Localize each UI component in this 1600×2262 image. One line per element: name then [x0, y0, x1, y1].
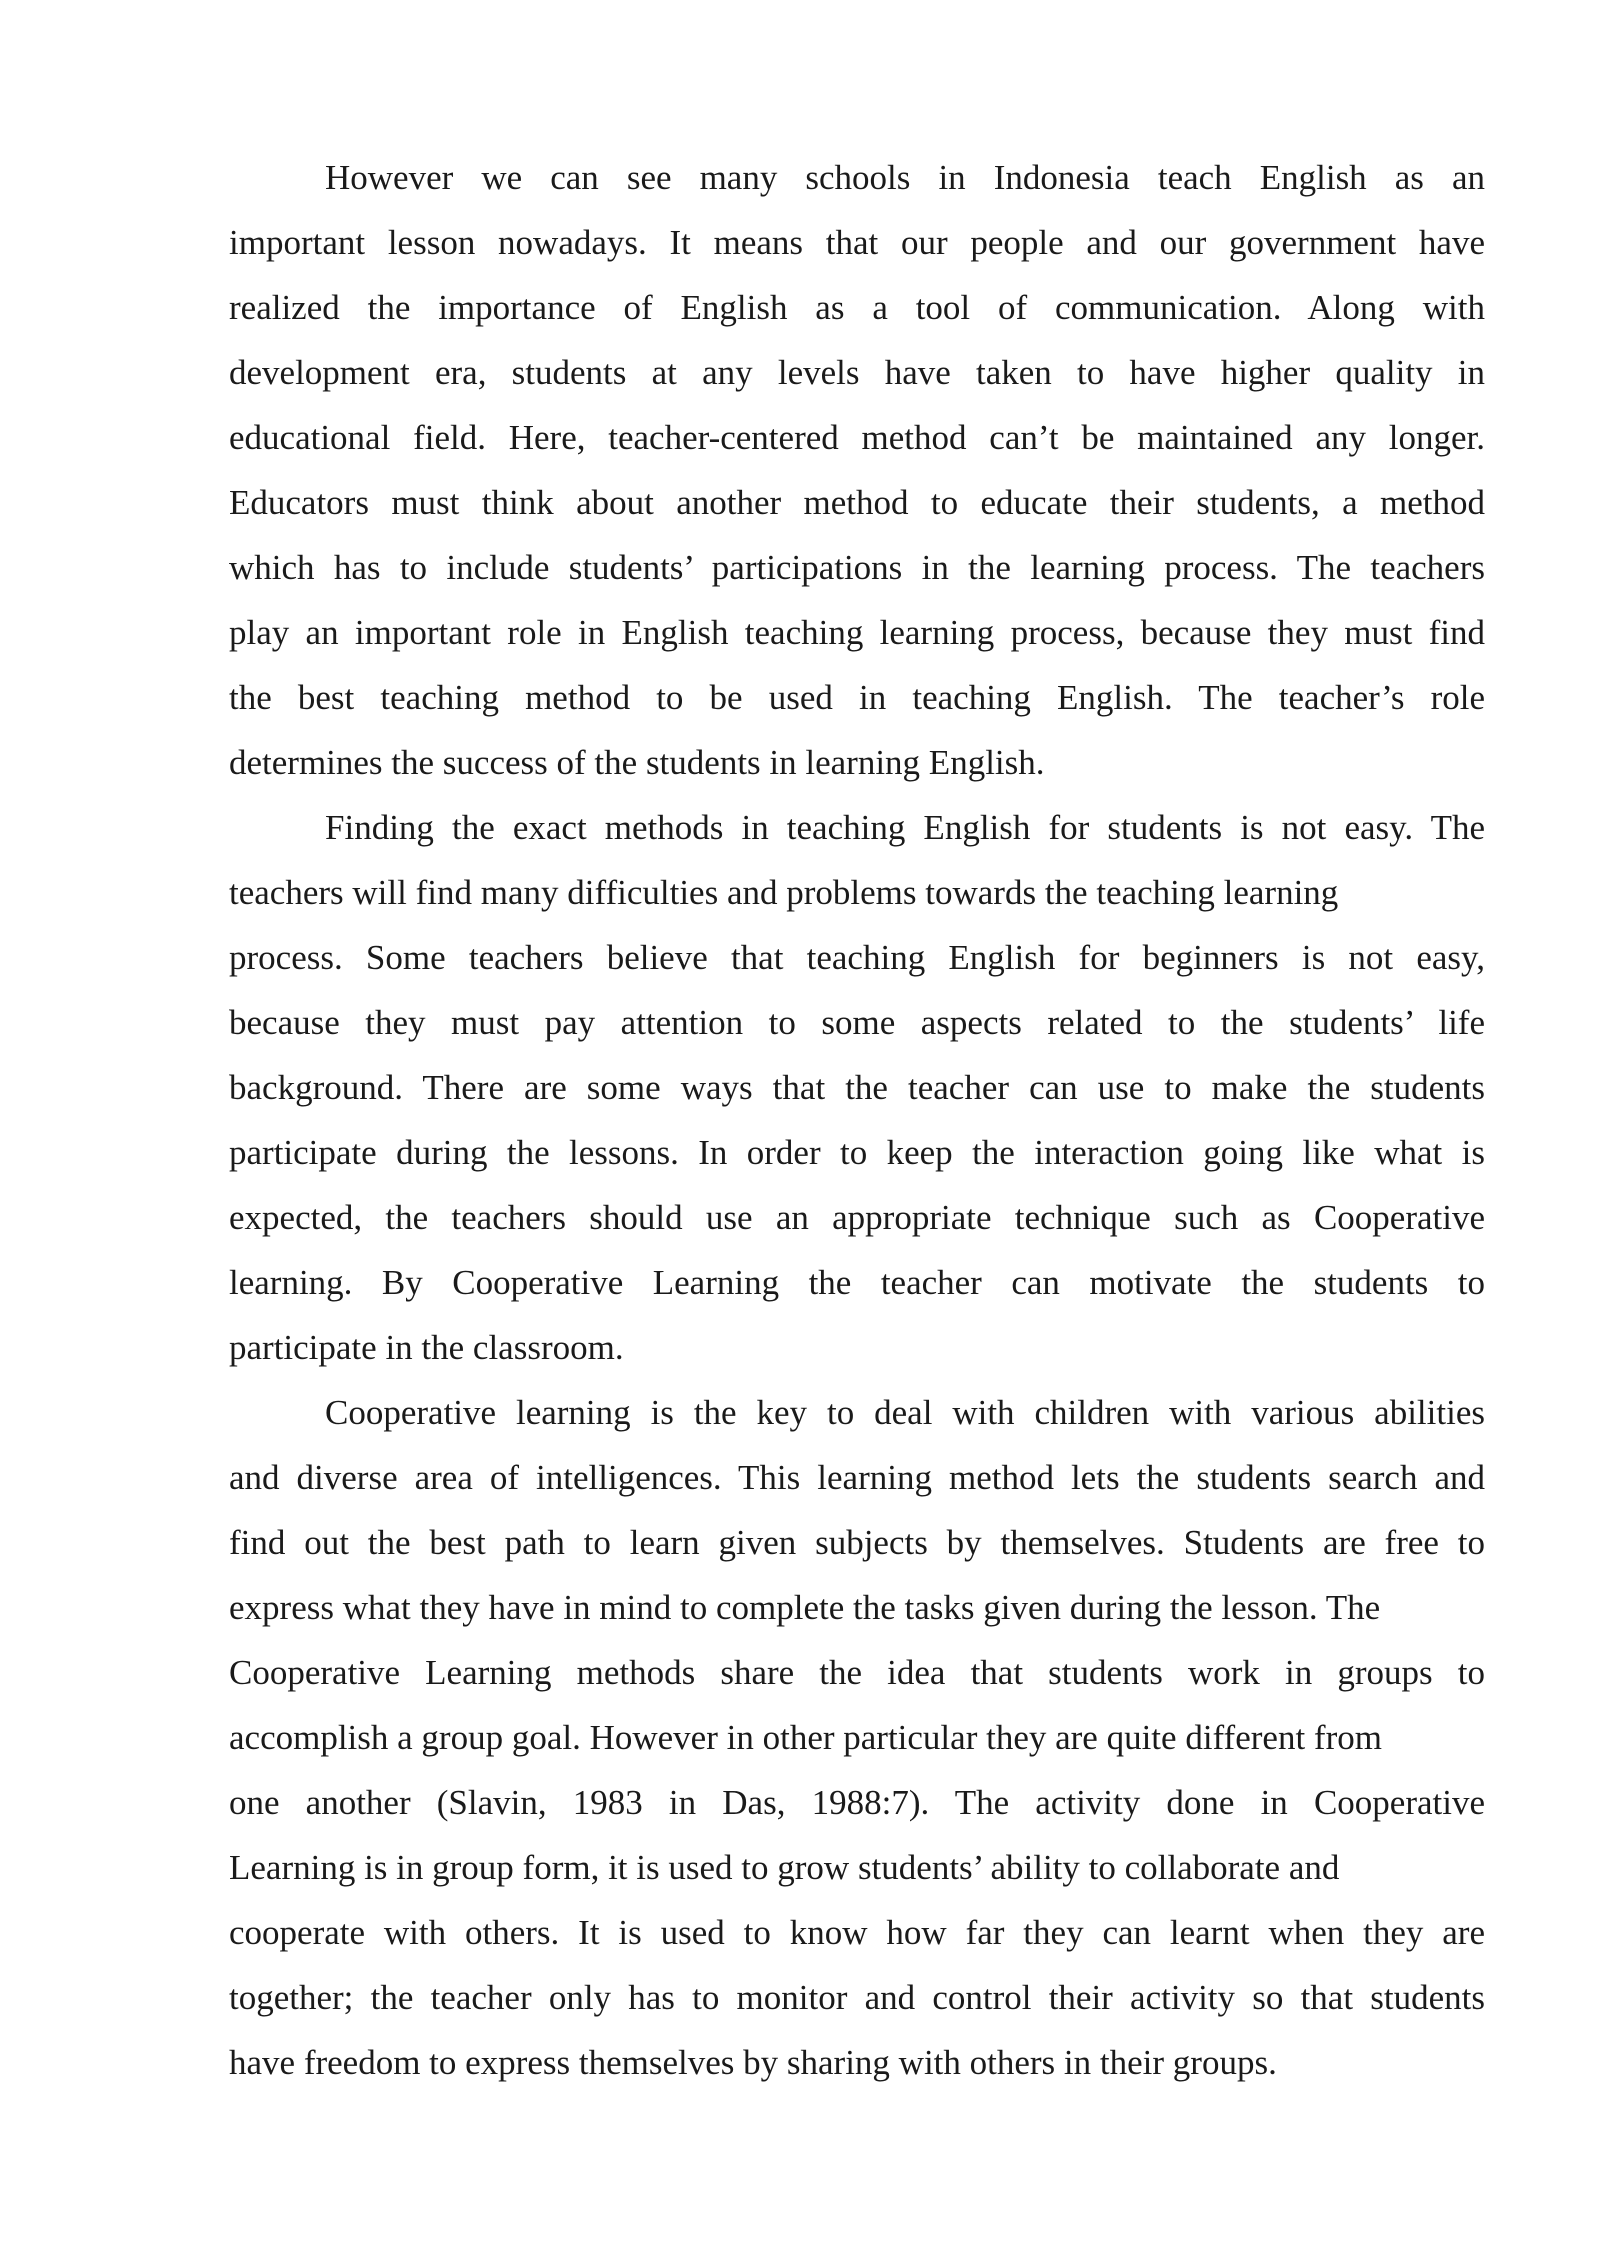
- paragraph-line: learning. By Cooperative Learning the teacher can motivate the students to: [229, 1263, 1485, 1302]
- paragraph-line: express what they have in mind to complete the tasks given during the lesson. The: [229, 1588, 1381, 1627]
- paragraph-line: determines the success of the students in learning English.: [229, 743, 1045, 782]
- paragraph-line: Cooperative Learning methods share the idea that students work in groups to: [229, 1653, 1485, 1692]
- paragraph-line: important lesson nowadays. It means that our people and our government have: [229, 223, 1485, 262]
- paragraph-line: development era, students at any levels have taken to have higher quality in: [229, 353, 1485, 392]
- paragraph-line: Finding the exact methods in teaching English for students is not easy. The: [325, 808, 1485, 847]
- paragraph-line: Cooperative learning is the key to deal with children with various abilities: [325, 1393, 1485, 1432]
- paragraph-line: which has to include students’ participations in the learning process. The teachers: [229, 548, 1485, 587]
- paragraph-line: one another (Slavin, 1983 in Das, 1988:7). The activity done in Cooperative: [229, 1783, 1485, 1822]
- paragraph-1: [229, 145, 1485, 795]
- paragraph-line: expected, the teachers should use an appropriate technique such as Cooperative: [229, 1198, 1485, 1237]
- document-body: [229, 145, 1485, 2095]
- paragraph-line: play an important role in English teaching learning process, because they must find: [229, 613, 1485, 652]
- paragraph-line: participate during the lessons. In order to keep the interaction going like what is: [229, 1133, 1485, 1172]
- paragraph-line: educational field. Here, teacher-centered method can’t be maintained any longer.: [229, 418, 1485, 457]
- paragraph-line: However we can see many schools in Indonesia teach English as an: [325, 158, 1485, 197]
- paragraph-2: [229, 795, 1485, 1380]
- paragraph-line: participate in the classroom.: [229, 1328, 624, 1367]
- paragraph-line: cooperate with others. It is used to know how far they can learnt when they are: [229, 1913, 1485, 1952]
- paragraph-line: background. There are some ways that the teacher can use to make the students: [229, 1068, 1485, 1107]
- paragraph-line: because they must pay attention to some aspects related to the students’ life: [229, 1003, 1485, 1042]
- paragraph-line: together; the teacher only has to monitor and control their activity so that students: [229, 1978, 1485, 2017]
- paragraph-line: teachers will find many difficulties and problems towards the teaching learning: [229, 873, 1339, 912]
- paragraph-line: Learning is in group form, it is used to grow students’ ability to collaborate and: [229, 1848, 1340, 1887]
- paragraph-line: and diverse area of intelligences. This learning method lets the students search and: [229, 1458, 1485, 1497]
- paragraph-line: process. Some teachers believe that teaching English for beginners is not easy,: [229, 938, 1485, 977]
- paragraph-line: accomplish a group goal. However in other particular they are quite different from: [229, 1718, 1382, 1757]
- paragraph-line: find out the best path to learn given subjects by themselves. Students are free to: [229, 1523, 1485, 1562]
- paragraph-line: the best teaching method to be used in teaching English. The teacher’s role: [229, 678, 1485, 717]
- paragraph-line: realized the importance of English as a tool of communication. Along with: [229, 288, 1485, 327]
- paragraph-line: Educators must think about another method to educate their students, a method: [229, 483, 1485, 522]
- paragraph-line: have freedom to express themselves by sharing with others in their groups.: [229, 2043, 1277, 2082]
- paragraph-3: [229, 1380, 1485, 2095]
